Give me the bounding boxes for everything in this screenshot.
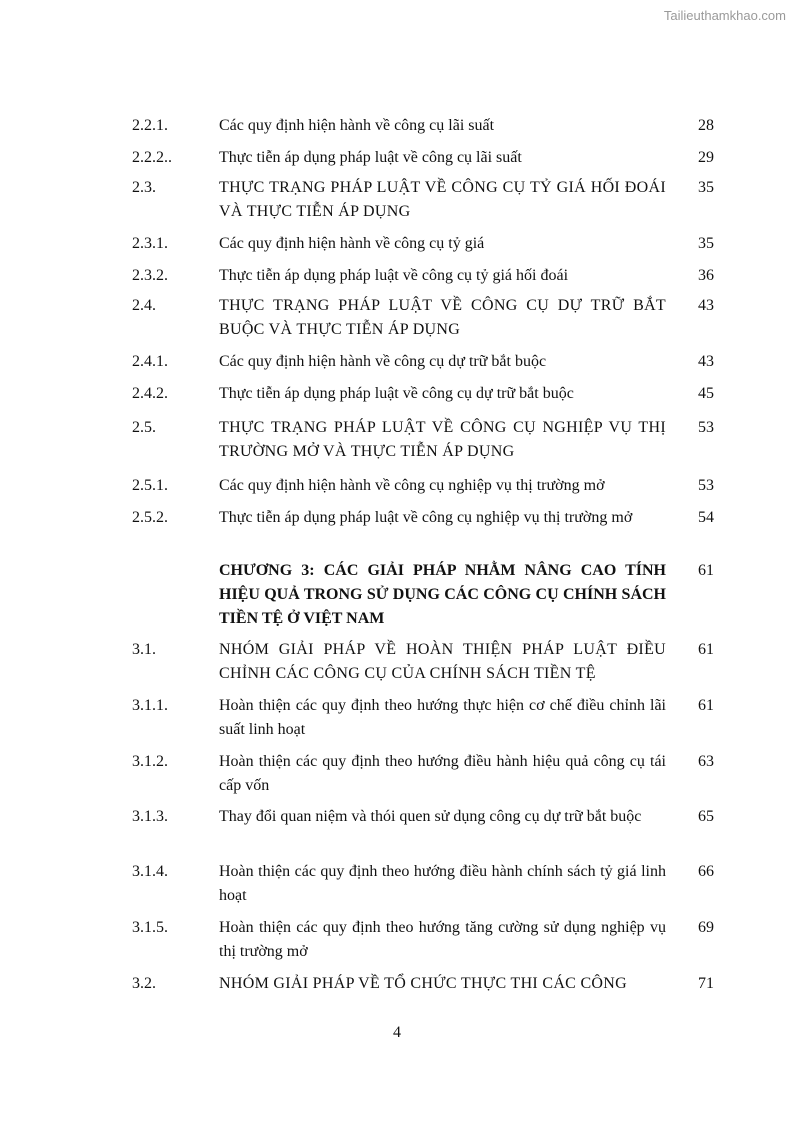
toc-entry-number: 2.2.2.. xyxy=(132,149,172,166)
toc-entry-title: Thực tiễn áp dụng pháp luật về công cụ tỷ giá hối đoái xyxy=(219,267,569,284)
toc-entry-page: 63 xyxy=(698,753,714,770)
toc-entry-page: 61 xyxy=(698,697,714,714)
toc-section-heading xyxy=(132,972,717,1002)
toc-entry-title: Các quy định hiện hành về công cụ dự trữ bắt buộc xyxy=(219,353,547,370)
watermark-text: Tailieuthamkhao.com xyxy=(663,8,786,23)
toc-entry-page: 43 xyxy=(698,297,714,314)
toc-entry xyxy=(132,860,717,916)
toc-entry-page: 45 xyxy=(698,385,714,402)
toc-entry-page: 53 xyxy=(698,419,714,436)
toc-entry-title: THỰC TRẠNG PHÁP LUẬT VỀ CÔNG CỤ TỶ GIÁ HỐI ĐOÁI VÀ THỰC TIỄN ÁP DỤNG xyxy=(219,179,666,220)
toc-entry-number: 3.1.5. xyxy=(132,919,168,936)
toc-entry xyxy=(132,264,717,294)
toc-entry xyxy=(132,750,717,805)
toc-entry-number: 3.2. xyxy=(132,975,156,992)
toc-entry-number: 3.1.3. xyxy=(132,808,168,825)
toc-entry-title: Thay đổi quan niệm và thói quen sử dụng công cụ dự trữ bắt buộc xyxy=(219,808,642,825)
toc-entry-number: 2.5.1. xyxy=(132,477,168,494)
toc-entry xyxy=(132,916,717,972)
toc-entry-title: Hoàn thiện các quy định theo hướng tăng cường sử dụng nghiệp vụ thị trường mở xyxy=(219,919,666,960)
toc-entry-page: 29 xyxy=(698,149,714,166)
toc-entry-number: 2.4.2. xyxy=(132,385,168,402)
toc-entry-page: 53 xyxy=(698,477,714,494)
toc-entry-number: 3.1.1. xyxy=(132,697,168,714)
toc-entry-title: Các quy định hiện hành về công cụ nghiệp vụ thị trường mở xyxy=(219,477,605,494)
toc-entry-page: 61 xyxy=(698,641,714,658)
toc-entry-number: 2.5.2. xyxy=(132,509,168,526)
toc-entry-title: Thực tiễn áp dụng pháp luật về công cụ dự trữ bắt buộc xyxy=(219,385,574,402)
toc-entry-title: CHƯƠNG 3: CÁC GIẢI PHÁP NHẰM NÂNG CAO TÍNH HIỆU QUẢ TRONG SỬ DỤNG CÁC CÔNG CỤ CHÍNH SÁCH TIỀN TỆ Ở VIỆT NAM xyxy=(219,562,666,627)
toc-entry xyxy=(132,474,717,506)
toc-entry-title: Các quy định hiện hành về công cụ tỷ giá xyxy=(219,235,485,252)
toc-entry-page: 65 xyxy=(698,808,714,825)
toc-entry-page: 71 xyxy=(698,975,714,992)
toc-entry xyxy=(132,232,717,264)
toc-entry-number: 2.5. xyxy=(132,419,156,436)
page-number: 4 xyxy=(393,1024,401,1041)
toc-entry-page: 35 xyxy=(698,179,714,196)
toc-section-heading xyxy=(132,416,717,474)
toc-entry-title: Các quy định hiện hành về công cụ lãi suất xyxy=(219,117,495,134)
toc-entry-number: 2.3.1. xyxy=(132,235,168,252)
toc-entry-number: 2.2.1. xyxy=(132,117,168,134)
toc-entry-title: Thực tiễn áp dụng pháp luật về công cụ lãi suất xyxy=(219,149,522,166)
toc-entry-title: THỰC TRẠNG PHÁP LUẬT VỀ CÔNG CỤ DỰ TRỮ BẮT BUỘC VÀ THỰC TIỄN ÁP DỤNG xyxy=(219,297,666,338)
toc-entry-number: 2.3. xyxy=(132,179,156,196)
toc-entry-title: THỰC TRẠNG PHÁP LUẬT VỀ CÔNG CỤ NGHIỆP VỤ THỊ TRƯỜNG MỞ VÀ THỰC TIỄN ÁP DỤNG xyxy=(219,419,666,460)
toc-entry-page: 36 xyxy=(698,267,714,284)
toc-entry xyxy=(132,114,717,146)
toc-entry-number: 3.1. xyxy=(132,641,156,658)
toc-entry-page: 54 xyxy=(698,509,714,526)
toc-entry xyxy=(132,382,717,416)
toc-entry-title: Hoàn thiện các quy định theo hướng thực hiện cơ chế điều chỉnh lãi suất linh hoạt xyxy=(219,697,666,738)
toc-chapter-heading xyxy=(132,559,717,638)
toc-entry-title: Hoàn thiện các quy định theo hướng điều hành hiệu quả công cụ tái cấp vốn xyxy=(219,753,666,794)
toc-entry-number: 2.4.1. xyxy=(132,353,168,370)
toc-section-heading xyxy=(132,294,717,350)
toc-entry xyxy=(132,146,717,176)
toc-entry-title: NHÓM GIẢI PHÁP VỀ HOÀN THIỆN PHÁP LUẬT ĐIỀU CHỈNH CÁC CÔNG CỤ CỦA CHÍNH SÁCH TIỀN TỆ xyxy=(219,641,666,682)
toc-entry-number: 3.1.4. xyxy=(132,863,168,880)
toc-section-heading xyxy=(132,176,717,232)
toc-entry-title: NHÓM GIẢI PHÁP VỀ TỔ CHỨC THỰC THI CÁC CÔNG xyxy=(219,975,627,992)
toc-entry xyxy=(132,694,717,750)
toc-entry-number: 3.1.2. xyxy=(132,753,168,770)
toc-entry-page: 69 xyxy=(698,919,714,936)
toc-entry xyxy=(132,350,717,382)
toc-entry-page: 66 xyxy=(698,863,714,880)
toc-entry-number: 2.3.2. xyxy=(132,267,168,284)
table-of-contents xyxy=(132,114,717,1002)
toc-entry-title: Hoàn thiện các quy định theo hướng điều hành chính sách tỷ giá linh hoạt xyxy=(219,863,666,904)
toc-entry-title: Thực tiễn áp dụng pháp luật về công cụ nghiệp vụ thị trường mở xyxy=(219,509,633,526)
toc-entry-number: 2.4. xyxy=(132,297,156,314)
toc-entry-page: 61 xyxy=(698,562,714,579)
toc-entry xyxy=(132,506,717,559)
toc-entry-page: 28 xyxy=(698,117,714,134)
toc-entry-page: 43 xyxy=(698,353,714,370)
toc-entry xyxy=(132,805,717,860)
toc-entry-page: 35 xyxy=(698,235,714,252)
toc-section-heading xyxy=(132,638,717,694)
